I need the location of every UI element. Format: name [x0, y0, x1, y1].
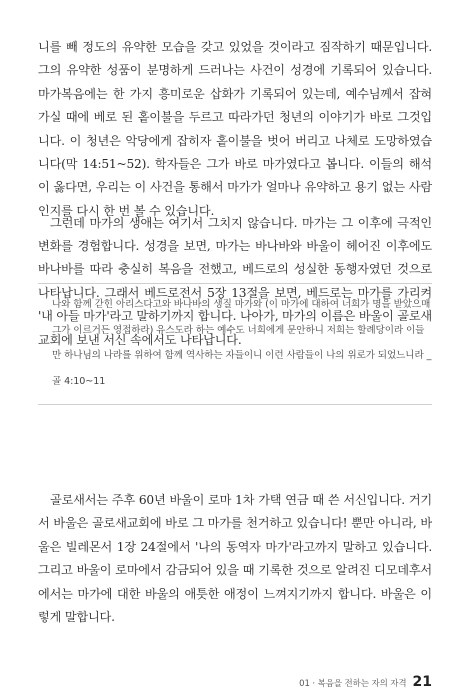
scripture-quote-text: 나와 함께 갇힌 아리스다고와 바나바의 생질 마가와 (이 마가에 대하여 너희가 명을 받았으매 그가 이르거든 영접하라) 유스도라 하는 예수도 너희에게 문안하니 저희는 할례당이라 이들만 하나님의 나라를 위하여 함께 역사하는 자들이니 이런 사람들이 나의 위로가 되었느니라 _골 4:10~11 [52, 299, 432, 387]
paragraph-text: 골로새서는 주후 60년 바울이 로마 1차 가택 연금 때 쓴 서신입니다. 거기서 바울은 골로새교회에 바로 그 마가를 천거하고 있습니다! 뿐만 아니라, 바울은 빌레몬서 1장 24절에서 '나의 동역자 마가'라고까지 말하고 있습니다. 그리고 바울이 로마에서 감금되어 있을 때 기록한 것으로 알려진 디모데후서에서는 마가에 대한 바울의 애틋한 애정이 느껴지기까지 합니다. 바울은 이렇게 말합니다. [38, 493, 432, 625]
paragraph-continuation [38, 36, 432, 223]
page-number: 21 [412, 674, 432, 690]
paragraph-text: 그런데 마가의 생애는 여기서 그치지 않습니다. 마가는 그 이후에 극적인 변화를 경험합니다. 성경을 보면, 마가는 바나바와 바울이 헤어진 이후에도 바나바를 따라 충실히 복음을 전했고, 베드로의 성실한 동행자였던 것으로 나타납니다. 그래서 베드로전서 5장 13절을 보면, 베드로는 마가를 가리켜 '내 아들 마가'라고 말하기까지 합니다. 나아가, 마가의 이름은 바울이 골로새교회에 보낸 서신 속에서도 나타납니다. [38, 215, 432, 347]
paragraph-colossians [38, 489, 432, 629]
paragraph-text: 니를 빼 정도의 유약한 모습을 갖고 있었을 것이라고 짐작하기 때문입니다. 그의 유약한 성품이 분명하게 드러나는 사건이 성경에 기록되어 있습니다. 마가복음에는 한 가지 흥미로운 삽화가 기록되어 있는데, 예수님께서 잡혀 가실 때에 베로 된 홑이불을 두르고 따라가던 청년의 이야기가 바로 그것입니다. 이 청년은 악당에게 잡히자 홑이불을 벗어 버리고 나체로 도망하였습니다(막 14:51~52). 학자들은 그가 바로 마가였다고 봅니다. 이들의 해석이 옳다면, 우리는 이 사건을 통해서 마가가 얼마나 유약하고 용기 없는 사람인지를 다시 한 번 볼 수 있습니다. [38, 40, 432, 218]
scripture-quote-block [38, 283, 432, 405]
chapter-label: 01 · 복음을 전하는 자의 자격 [299, 679, 407, 689]
page-footer [299, 674, 432, 690]
